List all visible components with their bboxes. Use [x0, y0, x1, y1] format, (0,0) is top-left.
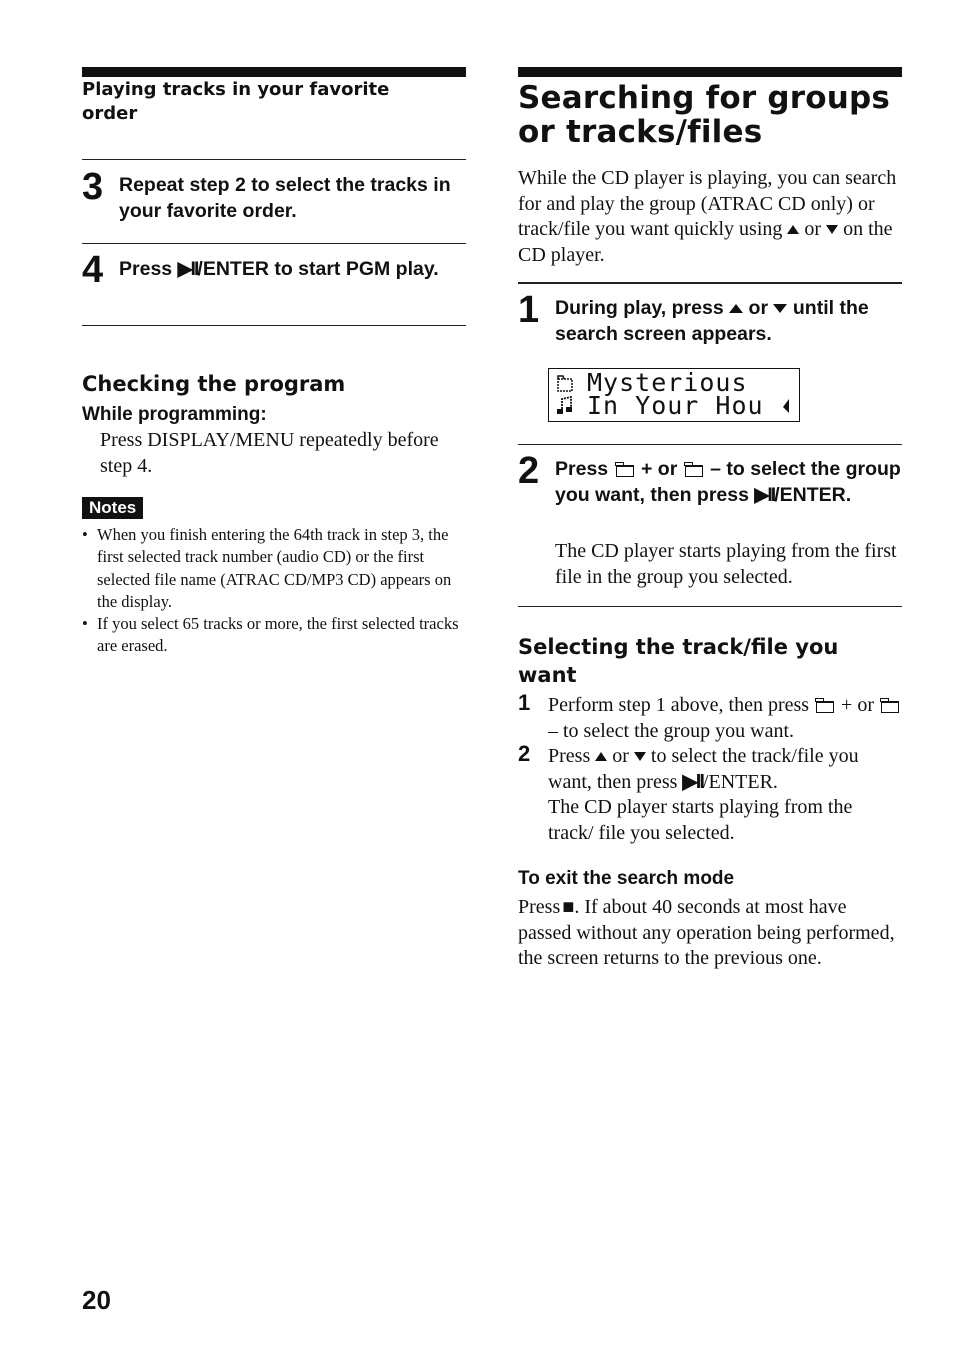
item-1-text-b: – to select the group you want.	[548, 719, 795, 742]
item-1-text	[548, 693, 902, 744]
step-2-enter: /ENTER.	[774, 484, 852, 506]
step-1-text-b: until the search screen appears.	[555, 297, 869, 345]
up-arrow-icon	[729, 304, 743, 313]
divider	[518, 444, 902, 445]
exit-heading: To exit the search mode	[518, 868, 735, 889]
group-icon	[555, 373, 575, 393]
item-1-text-a: Perform step 1 above, then press	[548, 694, 810, 716]
lcd-line-1: Mysterious	[587, 368, 748, 397]
step-4-text-post: /ENTER to start PGM play.	[197, 258, 439, 280]
exit-body	[518, 895, 902, 972]
item-2-text	[548, 744, 902, 846]
item-2-number: 2	[518, 741, 531, 766]
up-arrow-icon	[787, 225, 799, 234]
divider	[518, 606, 902, 607]
checking-subheading: While programming:	[82, 404, 267, 425]
step-2-press: Press	[555, 458, 609, 480]
divider	[518, 282, 902, 284]
note-text: If you select 65 tracks or more, the first selected tracks are erased.	[97, 614, 459, 656]
lcd-line-2: In Your Hou	[587, 391, 764, 420]
note-text: When you finish entering the 64th track in step 3, the first selected track number (audio CD) or the first selected file name (ATRAC CD/MP3 CD) appears on the display.	[97, 525, 452, 611]
left-header-bar	[82, 67, 466, 77]
step-3-number: 3	[82, 166, 104, 208]
list-item	[82, 613, 466, 658]
notes-badge: Notes	[82, 497, 143, 519]
down-arrow-icon	[773, 304, 787, 313]
item-1-plus-or: + or	[841, 694, 874, 716]
notes-list	[82, 524, 466, 658]
down-arrow-icon	[634, 752, 646, 761]
step-2-body: The CD player starts playing from the first file in the group you selected.	[555, 540, 897, 588]
step-1-number: 1	[518, 289, 540, 331]
item-2-press: Press	[548, 745, 591, 767]
step-1-text-a: During play, press	[555, 297, 724, 319]
divider	[82, 159, 466, 160]
play-pause-symbol: ▶II	[177, 258, 198, 280]
play-pause-symbol: ▶II	[682, 770, 703, 793]
stop-icon: ■	[562, 896, 575, 918]
bullet: •	[82, 525, 88, 544]
step-4-text-pre: Press	[119, 258, 178, 280]
step-1-text	[555, 295, 902, 347]
intro-text	[518, 166, 902, 268]
scroll-indicator-icon	[779, 397, 793, 417]
folder-icon	[816, 701, 834, 713]
step-4-number: 4	[82, 249, 104, 291]
list-item	[82, 524, 466, 613]
step-2-text	[555, 456, 902, 508]
item-2-enter: /ENTER.	[702, 770, 778, 793]
step-4-text	[119, 256, 464, 282]
section-title: Searching for groups or tracks/files	[518, 80, 891, 150]
folder-icon	[616, 465, 634, 477]
divider	[82, 325, 466, 326]
page-number: 20	[82, 1285, 111, 1315]
checking-heading: Checking the program	[82, 372, 346, 396]
lcd-display	[548, 368, 800, 422]
folder-icon	[881, 701, 899, 713]
bullet: •	[82, 614, 88, 634]
step-2-plus-or: + or	[640, 458, 678, 480]
intro-main: While the CD player is playing, you can search for and play the group (ATRAC CD only) or track/file you want quickly using	[518, 167, 897, 240]
checking-body: Press DISPLAY/MENU repeatedly before step 4.	[100, 429, 439, 477]
down-arrow-icon	[826, 225, 838, 234]
step-3-text: Repeat step 2 to select the tracks in your favorite order.	[119, 174, 451, 222]
item-2-text-b: to select the track/file you want, then press	[548, 745, 859, 793]
exit-text: . If about 40 seconds at most have passed without any operation being performed, the screen returns to the previous one.	[518, 896, 895, 969]
selecting-heading: Selecting the track/file you want	[518, 635, 839, 687]
folder-icon	[685, 465, 703, 477]
intro-end: on the CD player.	[518, 218, 893, 266]
step-2-minus: – to select the group you want, then press	[555, 458, 901, 506]
divider	[82, 243, 466, 244]
subsection-title: Playing tracks in your favorite order	[82, 79, 390, 124]
item-2-or: or	[612, 745, 629, 767]
exit-press: Press	[518, 896, 561, 918]
up-arrow-icon	[595, 752, 607, 761]
right-header-bar	[518, 67, 902, 77]
step-2-number: 2	[518, 450, 540, 492]
step-1-or: or	[748, 297, 769, 319]
item-1-number: 1	[518, 690, 531, 715]
intro-or: or	[804, 218, 822, 240]
item-2-body: The CD player starts playing from the track/ file you selected.	[548, 796, 853, 844]
play-pause-symbol: ▶II	[754, 484, 775, 506]
track-icon	[555, 395, 575, 417]
